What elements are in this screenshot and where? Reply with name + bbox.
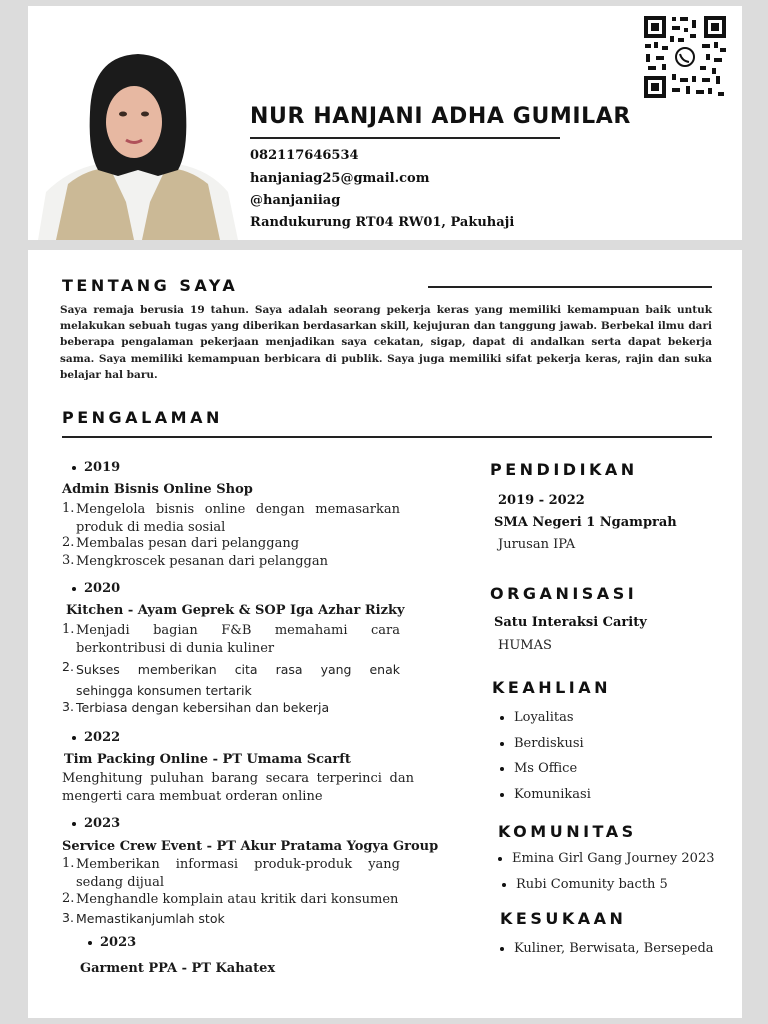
experience-year xyxy=(72,730,120,745)
profile-photo xyxy=(38,52,238,240)
job-title: Tim Packing Online - PT Umama Scarft xyxy=(64,752,351,767)
item-line: berkontribusi di dunia kuliner xyxy=(76,641,275,656)
about-title: TENTANG SAYA xyxy=(62,276,239,295)
bullet-dot xyxy=(72,822,76,826)
item-line: sehingga konsumen tertarik xyxy=(76,683,252,698)
item-line: Terbiasa dengan kebersihan dan bekerja xyxy=(76,700,330,715)
job-title: Service Crew Event - PT Akur Pratama Yogya Group xyxy=(62,839,439,854)
skills-title: KEAHLIAN xyxy=(492,678,612,697)
item-line: Memberikan informasi produk-produk yang xyxy=(76,857,400,872)
bullet-dot xyxy=(72,587,76,591)
bullet-dot xyxy=(500,793,504,797)
year-label: 2019 xyxy=(84,460,121,475)
community-label: Rubi Comunity bacth 5 xyxy=(516,877,668,892)
skill-item xyxy=(500,736,584,751)
job-description-line: mengerti cara membuat orderan online xyxy=(62,789,323,804)
social-handle: @hanjaniiag xyxy=(250,193,341,208)
school-name: SMA Negeri 1 Ngamprah xyxy=(494,515,677,530)
email-address: hanjaniag25@gmail.com xyxy=(250,171,430,186)
list-item xyxy=(62,891,432,909)
organization-role: HUMAS xyxy=(498,638,552,653)
hobby-item xyxy=(500,941,714,956)
item-number: 1. xyxy=(62,622,75,637)
bullet-dot xyxy=(500,716,504,720)
skill-item xyxy=(500,787,591,802)
list-item xyxy=(62,856,400,892)
skill-item xyxy=(500,710,574,725)
experience-year xyxy=(88,935,136,950)
full-name: NUR HANJANI ADHA GUMILAR xyxy=(250,104,631,129)
job-title: Garment PPA - PT Kahatex xyxy=(80,961,276,976)
item-line: sedang dijual xyxy=(76,875,165,890)
item-number: 2. xyxy=(62,535,75,550)
item-number: 2. xyxy=(62,891,75,906)
skill-item xyxy=(500,761,577,776)
job-title: Kitchen - Ayam Geprek & SOP Iga Azhar Rizky xyxy=(66,603,405,618)
education-period: 2019 - 2022 xyxy=(498,493,585,508)
bullet-dot xyxy=(72,736,76,740)
skill-label: Komunikasi xyxy=(514,787,591,802)
community-title: KOMUNITAS xyxy=(498,822,637,841)
skill-label: Berdiskusi xyxy=(514,736,584,751)
item-line: Sukses memberikan cita rasa yang enak xyxy=(76,662,400,677)
job-title: Admin Bisnis Online Shop xyxy=(62,482,253,497)
community-label: Emina Girl Gang Journey 2023 xyxy=(512,851,715,866)
about-text: Saya remaja berusia 19 tahun. Saya adalah seorang pekerja keras yang memiliki kemampuan baik untuk melakukan sebuah tugas yang diberikan berdasarkan skill, kejujuran dan tanggung jawab. Berbekal ilmu dari beberapa pengalaman pekerjaan menjadikan saya cekatan, sigap, dapat di andalkan serta dapat bekerja sama. Saya memiliki kemampuan berbicara di publik. Saya juga memiliki sifat pekerja keras, rajin dan suka belajar hal baru. xyxy=(60,304,712,381)
list-item xyxy=(62,699,400,717)
year-label: 2022 xyxy=(84,730,121,745)
school-major: Jurusan IPA xyxy=(498,537,576,552)
bullet-dot xyxy=(502,883,506,887)
education-title: PENDIDIKAN xyxy=(490,460,638,479)
experience-title: PENGALAMAN xyxy=(62,408,223,427)
list-item xyxy=(62,501,400,537)
qr-code xyxy=(642,14,728,100)
item-number: 2. xyxy=(62,659,74,674)
list-item xyxy=(62,535,400,553)
home-address: Randukurung RT04 RW01, Pakuhaji xyxy=(250,215,515,230)
bullet-dot xyxy=(498,857,502,861)
bullet-dot xyxy=(88,941,92,945)
experience-year xyxy=(72,816,120,831)
list-item xyxy=(62,910,400,928)
item-number: 3. xyxy=(62,910,74,925)
skill-label: Loyalitas xyxy=(514,710,574,725)
list-item xyxy=(62,553,400,571)
organization-title: ORGANISASI xyxy=(490,584,638,603)
header-card xyxy=(28,6,742,240)
list-item xyxy=(62,659,400,701)
item-number: 1. xyxy=(62,501,75,516)
experience-year xyxy=(72,460,120,475)
experience-year xyxy=(72,581,120,596)
phone-number: 082117646534 xyxy=(250,148,359,163)
item-line: Mengkroscek pesanan dari pelanggan xyxy=(76,554,328,569)
item-line: Menjadi bagian F&B memahami cara xyxy=(76,623,400,638)
skill-label: Ms Office xyxy=(514,761,578,776)
bullet-dot xyxy=(500,742,504,746)
community-item xyxy=(502,877,668,892)
item-number: 1. xyxy=(62,856,75,871)
year-label: 2023 xyxy=(100,935,137,950)
job-description-line: Menghitung puluhan barang secara terperinci dan xyxy=(62,771,414,786)
main-card xyxy=(28,250,742,1018)
hobby-label: Kuliner, Berwisata, Bersepeda xyxy=(514,941,714,956)
item-number: 3. xyxy=(62,699,74,714)
about-rule xyxy=(428,286,712,288)
item-line: Mengelola bisnis online dengan memasarkan xyxy=(76,502,400,517)
bullet-dot xyxy=(72,466,76,470)
item-number: 3. xyxy=(62,553,75,568)
bullet-dot xyxy=(500,947,504,951)
item-line: Memastikanjumlah stok xyxy=(76,911,225,926)
item-line: Membalas pesan dari pelanggang xyxy=(76,536,300,551)
hobbies-title: KESUKAAN xyxy=(500,909,627,928)
name-underline xyxy=(250,137,560,139)
bullet-dot xyxy=(500,767,504,771)
list-item xyxy=(62,622,400,658)
year-label: 2023 xyxy=(84,816,121,831)
community-item xyxy=(498,851,715,866)
item-line: produk di media sosial xyxy=(76,520,226,535)
item-line: Menghandle komplain atau kritik dari konsumen xyxy=(76,892,399,907)
year-label: 2020 xyxy=(84,581,121,596)
experience-rule xyxy=(62,436,712,438)
organization-name: Satu Interaksi Carity xyxy=(494,615,647,630)
